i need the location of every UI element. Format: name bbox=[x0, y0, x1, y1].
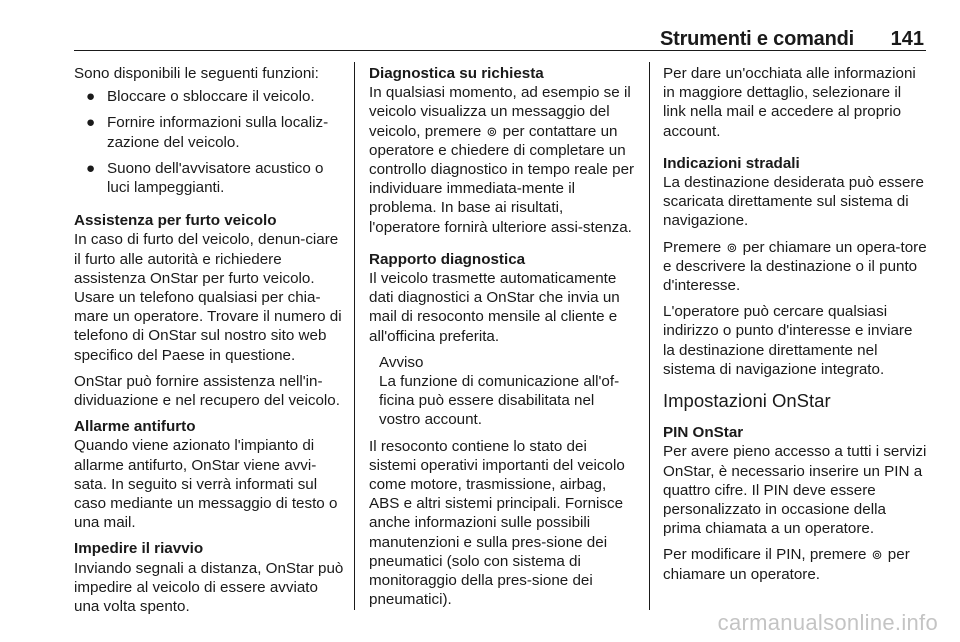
list-item: ● Bloccare o sbloccare il veicolo. bbox=[86, 88, 315, 106]
page-header bbox=[74, 22, 926, 52]
onstar-button-icon: ⊚ bbox=[486, 123, 498, 139]
paragraph: Inviando segnali a distanza, OnStar può impedire al veicolo di essere avviato una volta spento. bbox=[74, 559, 344, 616]
heading-theft-assistance: Assistenza per furto veicolo bbox=[74, 212, 277, 230]
paragraph: Per dare un'occhiata alle informazioni in maggiore dettaglio, selezionare il link nella mail e accedere al proprio account. bbox=[663, 65, 916, 140]
onstar-button-icon: ⊚ bbox=[871, 547, 883, 563]
list-item: ● Suono dell'avvisatore acustico o luci lampeggianti. bbox=[86, 159, 324, 197]
heading-prevent-restart: Impedire il riavvio bbox=[74, 540, 204, 558]
function-list bbox=[74, 87, 344, 197]
intro-text: Sono disponibili le seguenti funzioni: bbox=[74, 65, 319, 82]
notice-text: La funzione di comunicazione all'of-ficina può essere disabilitata nel vostro account. bbox=[379, 373, 620, 429]
bullet-icon: ● bbox=[86, 114, 96, 132]
column-divider-1 bbox=[354, 62, 355, 610]
column-1 bbox=[74, 64, 344, 623]
bullet-icon: ● bbox=[86, 159, 96, 177]
column-3 bbox=[663, 64, 927, 591]
watermark-text: carmanualsonline.info bbox=[717, 610, 938, 635]
paragraph: Premere ⊚ per chiamare un opera-tore e descrivere la destinazione o il punto d'interesse. bbox=[663, 238, 927, 295]
onstar-button-icon: ⊚ bbox=[726, 239, 738, 255]
paragraph: L'operatore può cercare qualsiasi indirizzo o punto d'interesse e inviare la destinazione direttamente nel sistema di navigazione integrato. bbox=[663, 303, 913, 378]
paragraph: OnStar può fornire assistenza nell'in-dividuazione e nel recupero del veicolo. bbox=[74, 372, 340, 410]
paragraph: Per avere pieno accesso a tutti i servizi OnStar, è necessario inserire un PIN a quattro cifre. Il PIN deve essere personalizzato in occasione della prima chiamata a un operatore. bbox=[663, 443, 927, 538]
heading-diagnostic-report: Rapporto diagnostica bbox=[369, 250, 526, 268]
section-title-onstar-settings: Impostazioni OnStar bbox=[663, 390, 831, 412]
bullet-icon: ● bbox=[86, 88, 96, 106]
column-divider-2 bbox=[649, 62, 650, 610]
paragraph: Il veicolo trasmette automaticamente dati diagnostici a OnStar che invia un mail di resoconto mensile al cliente e all'officina preferita. bbox=[369, 270, 620, 345]
heading-directions: Indicazioni stradali bbox=[663, 154, 800, 172]
page-title: Strumenti e comandi bbox=[659, 28, 854, 50]
paragraph: In qualsiasi momento, ad esempio se il veicolo visualizza un messaggio del veicolo, premere ⊚ per contattare un operatore e chiedere di completare un controllo diagnostico in tempo reale per individuare immediata-mente il problema. In base ai risultati, l'operatore fornirà ulteriore assi-stenza. bbox=[369, 84, 635, 236]
notice-box bbox=[369, 353, 637, 430]
heading-onstar-pin: PIN OnStar bbox=[663, 424, 744, 442]
paragraph: La destinazione desiderata può essere scaricata direttamente sul sistema di navigazione. bbox=[663, 174, 924, 230]
page-number: 141 bbox=[890, 28, 924, 50]
paragraph: Quando viene azionato l'impianto di allarme antifurto, OnStar viene avvi-sata. In seguito si verrà informati sul caso mediante un messaggio di testo o una mail. bbox=[74, 437, 338, 532]
heading-diagnostics-on-demand: Diagnostica su richiesta bbox=[369, 65, 544, 82]
paragraph: In caso di furto del veicolo, denun-ciare il furto alle autorità e richiedere assistenza OnStar per furto veicolo. Usare un telefono qualsiasi per chia-mare un operatore. Trovare il numero di telefono di OnStar sul nostro sito web specifico del Paese in questione. bbox=[74, 231, 342, 364]
list-item: ● Fornire informazioni sulla localiz-zazione del veicolo. bbox=[86, 114, 329, 151]
paragraph: Per modificare il PIN, premere ⊚ per chiamare un operatore. bbox=[663, 546, 910, 583]
column-2 bbox=[369, 64, 637, 616]
notice-label: Avviso bbox=[379, 353, 424, 371]
paragraph: Il resoconto contiene lo stato dei sistemi operativi importanti del veicolo come motore, trasmissione, airbag, ABS e altri sistemi principali. Fornisce anche informazioni sulle possibili manutenzioni e sulla pres-sione dei pneumatici (solo con sistema di monitoraggio della pres-sione dei pneumatici). bbox=[369, 437, 625, 609]
heading-theft-alarm: Allarme antifurto bbox=[74, 418, 196, 436]
header-rule bbox=[74, 50, 926, 51]
